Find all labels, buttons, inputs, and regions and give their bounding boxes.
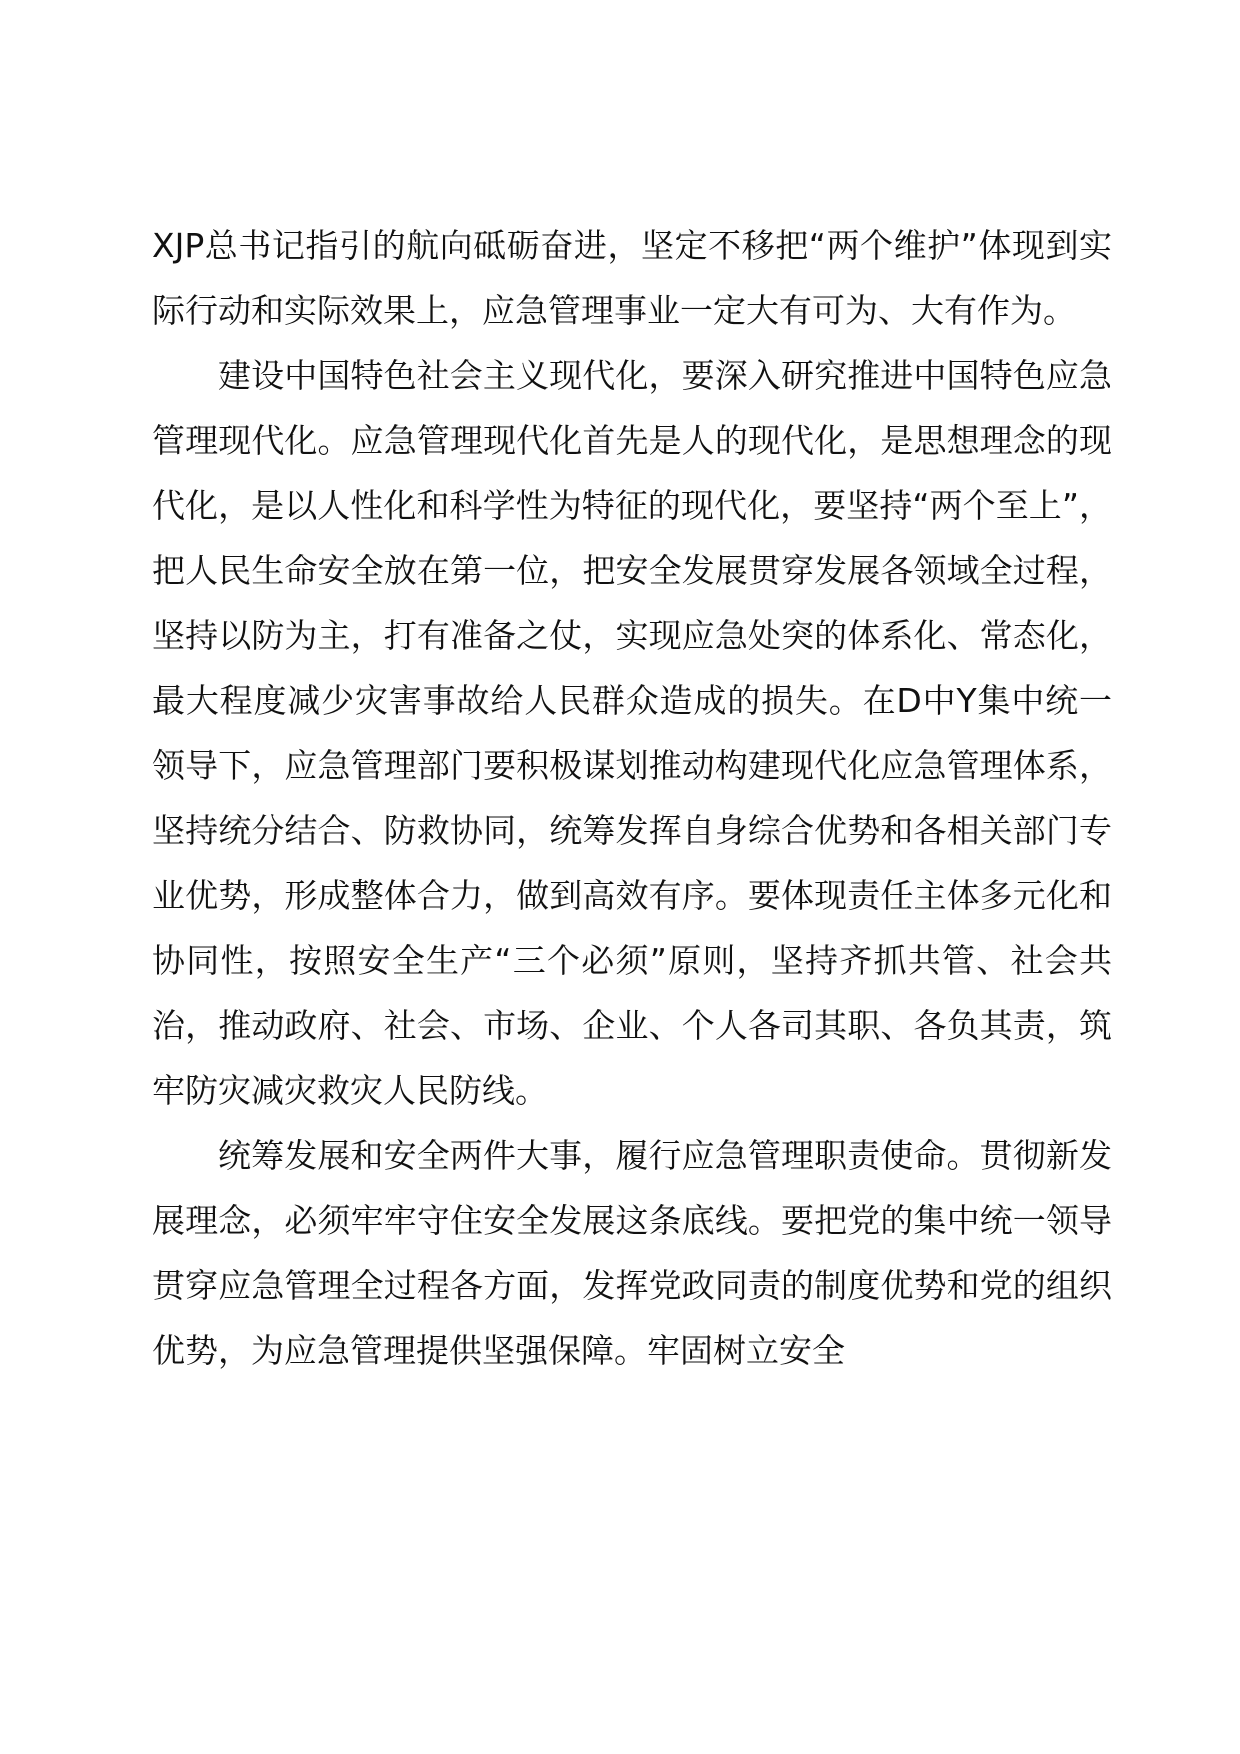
paragraph-continuation: XJP总书记指引的航向砥砺奋进，坚定不移把“两个维护”体现到实际行动和实际效果上，应急管理事业一定大有可为、大有作为。 <box>152 226 1112 330</box>
document-body <box>152 213 1112 1383</box>
paragraph-modernization: 建设中国特色社会主义现代化，要深入研究推进中国特色应急管理现代化。应急管理现代化首先是人的现代化，是思想理念的现代化，是以人性化和科学性为特征的现代化，要坚持“两个至上”，把人民生命安全放在第一位，把安全发展贯穿发展各领域全过程，坚持以防为主，打有准备之仗，实现应急处突的体系化、常态化，最大程度减少灾害事故给人民群众造成的损失。在D中Y集中统一领导下，应急管理部门要积极谋划推动构建现代化应急管理体系，坚持统分结合、防救协同，统筹发挥自身综合优势和各相关部门专业优势，形成整体合力，做到高效有序。要体现责任主体多元化和协同性，按照安全生产“三个必须”原则，坚持齐抓共管、社会共治，推动政府、社会、市场、企业、个人各司其职、各负其责，筑牢防灾减灾救灾人民防线。 <box>152 356 1112 1110</box>
paragraph-development-security: 统筹发展和安全两件大事，履行应急管理职责使命。贯彻新发展理念，必须牢牢守住安全发展这条底线。要把党的集中统一领导贯穿应急管理全过程各方面，发挥党政同责的制度优势和党的组织优势，为应急管理提供坚强保障。牢固树立安全 <box>152 1136 1112 1370</box>
